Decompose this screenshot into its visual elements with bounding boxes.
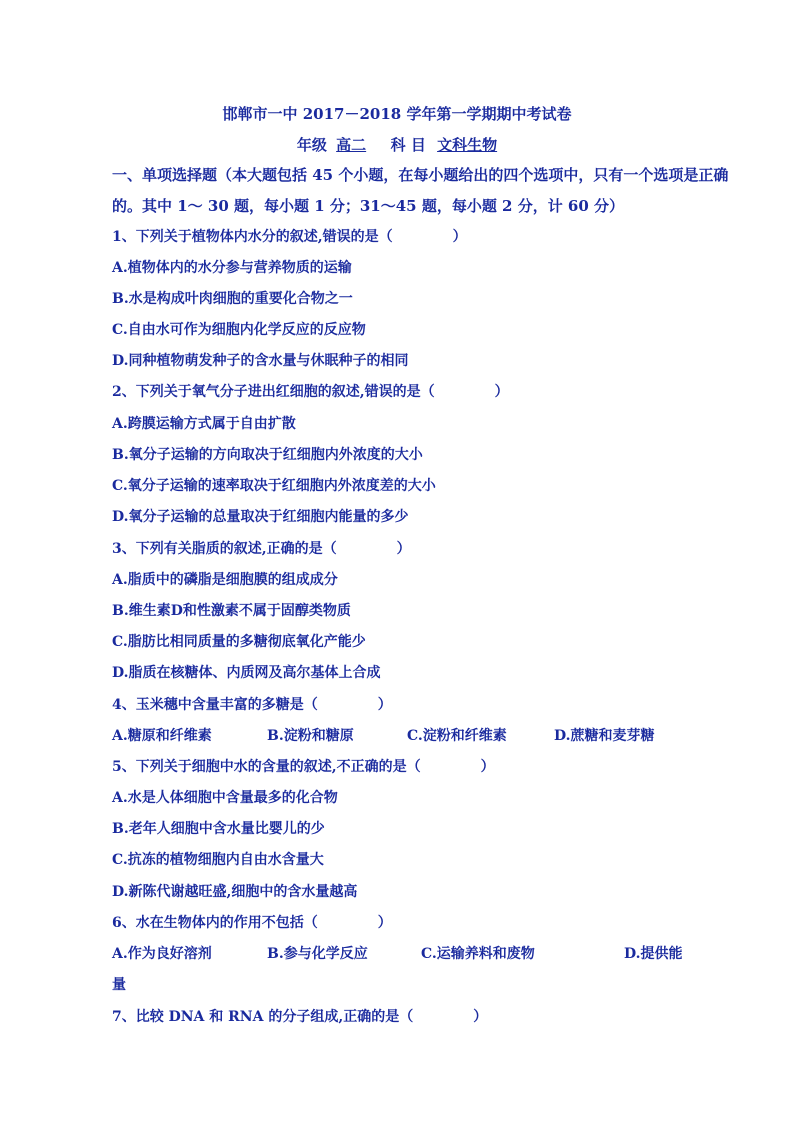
grade-label: 年级 [296,136,327,154]
question-5-option-a: A.水是人体细胞中含量最多的化合物 [112,790,338,806]
question-3-option-c: C.脂肪比相同质量的多糖彻底氧化产能少 [112,634,366,650]
grade-subject-line [0,134,794,155]
question-4-option-d: D.蔗糖和麦芽糖 [554,728,655,744]
question-1-option-c: C.自由水可作为细胞内化学反应的反应物 [112,322,366,338]
section-heading-line-1: 一、单项选择题（本大题包括 45 个小题，在每小题给出的四个选项中，只有一个选项是正确 [112,166,729,184]
question-3-stem: 3、下列有关脂质的叙述,正确的是（ ） [112,541,411,557]
question-2-option-c: C.氧分子运输的速率取决于红细胞内外浓度差的大小 [112,478,436,494]
question-2-option-b: B.氧分子运输的方向取决于红细胞内外浓度的大小 [112,447,423,463]
question-5-option-b: B.老年人细胞中含水量比婴儿的少 [112,821,325,837]
question-6-stem: 6、水在生物体内的作用不包括（ ） [112,915,392,931]
question-1-option-a: A.植物体内的水分参与营养物质的运输 [112,260,352,276]
subject-value: 文科生物 [437,136,498,154]
question-1-option-b: B.水是构成叶肉细胞的重要化合物之一 [112,291,353,307]
question-2-option-a: A.跨膜运输方式属于自由扩散 [112,416,296,432]
section-heading-line-2: 的。其中 1～ 30 题，每小题 1 分；31～45 题，每小题 2 分，计 60 分） [112,197,625,215]
question-6-option-c: C.运输养料和废物 [421,946,535,962]
question-4-option-c: C.淀粉和纤维素 [407,728,507,744]
question-4-stem: 4、玉米穗中含量丰富的多糖是（ ） [112,697,392,713]
question-3-option-b: B.维生素D和性激素不属于固醇类物质 [112,603,351,619]
question-4-option-b: B.淀粉和糖原 [267,728,354,744]
question-6-option-d: D.提供能 [624,946,683,962]
question-3-option-a: A.脂质中的磷脂是细胞膜的组成成分 [112,572,338,588]
question-1-option-d: D.同种植物萌发种子的含水量与休眠种子的相同 [112,353,409,369]
question-6-option-a: A.作为良好溶剂 [112,946,212,962]
question-1-stem: 1、下列关于植物体内水分的叙述,错误的是（ ） [112,229,467,245]
question-2-stem: 2、下列关于氧气分子进出红细胞的叙述,错误的是（ ） [112,384,509,400]
question-6-option-d-wrap: 量 [112,977,126,993]
subject-label: 科 目 [390,136,426,154]
grade-value: 高二 [336,136,367,154]
question-2-option-d: D.氧分子运输的总量取决于红细胞内能量的多少 [112,509,409,525]
question-7-stem: 7、比较 DNA 和 RNA 的分子组成,正确的是（ ） [112,1009,488,1025]
question-3-option-d: D.脂质在核糖体、内质网及高尔基体上合成 [112,665,381,681]
question-5-option-d: D.新陈代谢越旺盛,细胞中的含水量越高 [112,884,358,900]
question-5-stem: 5、下列关于细胞中水的含量的叙述,不正确的是（ ） [112,759,495,775]
question-6-option-b: B.参与化学反应 [267,946,368,962]
question-5-option-c: C.抗冻的植物细胞内自由水含量大 [112,852,324,868]
question-4-option-a: A.糖原和纤维素 [112,728,212,744]
exam-title: 邯郸市一中 2017－2018 学年第一学期期中考试卷 [222,105,572,123]
